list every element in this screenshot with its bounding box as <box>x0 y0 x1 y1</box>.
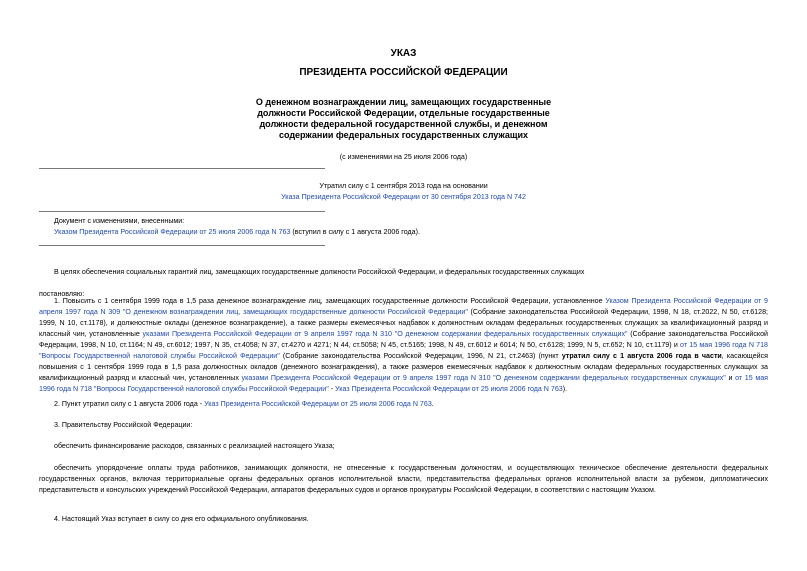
document-title-line-2: должности Российской Федерации, отдельные государственные <box>257 108 550 118</box>
repeal-note: Утратил силу с 1 сентября 2013 года на основании <box>319 182 488 190</box>
p1-link[interactable]: от 15 мая 1996 года N 718 "Вопросы Государственной налоговой службы Российской Федерации" <box>39 374 768 393</box>
document-title-line-4: содержании федеральных государственных служащих <box>278 130 529 140</box>
repeal-link[interactable]: Указа Президента Российской Федерации от 30 сентября 2013 года N 742 <box>281 193 526 201</box>
p1-text: (Собрание законодательства Российской Федерации, 1998, N 18, ст.2022, N 50, ст.6128; 1999, N 10, ст.1178), и должностные оклады (денежное вознаграждение), а также размеры ежемесячных надбавок к должностным окладам федеральных государственных служащих за квалификационный разряд и классный чин, установленные <box>39 308 768 338</box>
decree-issuer: ПРЕЗИДЕНТА РОССИЙСКОЙ ФЕДЕРАЦИИ <box>299 67 508 78</box>
paragraph-1 <box>39 296 768 395</box>
document-title-line-1: О денежном вознаграждении лиц, замещающих государственные <box>255 97 552 107</box>
p3-item2-text: обеспечить упорядочение оплаты труда работников, занимающих должности, не отнесенные к государственным должностям, и осуществляющих техническое обеспечение деятельности федеральных государственных органов, включая территориальные органы федеральных органов исполнительной власти, представительства федеральных органов исполнительной власти за рубежом, дипломатических представительств и консульских учреждений Российской Федерации, аппаратов федеральных судов и органов прокуратуры Российской Федерации, в соответствии с настоящим Указом. <box>39 464 768 494</box>
p1-text: , касающейся повышения с 1 сентября 1999 года в 1,5 раза должностных окладов (денежного вознаграждения), а также размеров ежемесячных надбавок к должностным окладам федеральных государственных служащих за квалификационный разряд и классный чин, установленных <box>39 352 768 382</box>
p1-link[interactable]: от 15 мая 1996 года N 718 "Вопросы Государственной налоговой службы Российской Федерации" <box>39 341 768 360</box>
p1-link[interactable]: Указ Президента Российской Федерации от 25 июля 2006 года N 763 <box>335 385 563 393</box>
divider <box>39 168 325 169</box>
p2-text: . <box>431 400 434 408</box>
p1-text: и <box>725 374 736 382</box>
amended-by-label: Документ с изменениями, внесенными: <box>54 217 185 225</box>
p1-text: 1. Повысить с 1 сентября 1999 года в 1,5 раза денежное вознаграждение лиц, замещающих государственные должности Российской Федерации, установленное <box>54 297 606 305</box>
paragraph-3: 3. Правительству Российской Федерации: <box>54 421 193 429</box>
amended-by-effective: (вступил в силу с 1 августа 2006 года). <box>290 228 420 236</box>
p1-link[interactable]: Указом Президента Российской Федерации от 9 апреля 1997 года N 309 "О денежном вознаграждении лиц, замещающих государственные должности Российской Федерации" <box>39 297 769 316</box>
document-title-line-3: должности федеральной государственной службы, и денежном <box>259 119 548 129</box>
amended-by-link[interactable]: Указом Президента Российской Федерации от 25 июля 2006 года N 763 <box>54 228 291 236</box>
p1-text: (Собрание законодательства Российской Федерации, 1996, N 21, ст.2463) (пункт <box>279 352 562 360</box>
paragraph-4: 4. Настоящий Указ вступает в силу со дня его официального опубликования. <box>54 515 309 523</box>
decree-heading: УКАЗ <box>390 48 417 59</box>
p2-text: 2. Пункт утратил силу с 1 августа 2006 года - <box>54 400 205 408</box>
divider <box>39 211 325 212</box>
paragraph-3-item-2 <box>39 463 768 496</box>
decree-word: постановляю: <box>39 290 85 298</box>
paragraph-3-item-1: обеспечить финансирование расходов, связанных с реализацией настоящего Указа; <box>54 442 335 450</box>
p1-link[interactable]: указами Президента Российской Федерации от 9 апреля 1997 года N 310 "О денежном содержании федеральных государственных служащих" <box>142 330 628 338</box>
preamble: В целях обеспечения социальных гарантий лиц, замещающих государственные должности Российской Федерации, и федеральных государственных служащих <box>54 268 585 276</box>
p1-bold: утратил силу с 1 августа 2006 года в части <box>561 352 722 360</box>
p1-text: - <box>328 385 336 393</box>
p2-link[interactable]: Указ Президента Российской Федерации от 25 июля 2006 года N 763 <box>204 400 432 408</box>
amendment-note: (с изменениями на 25 июля 2006 года) <box>339 153 468 161</box>
paragraph-2 <box>54 400 434 408</box>
p1-link[interactable]: указами Президента Российской Федерации от 9 апреля 1997 года N 310 "О денежном содержании федеральных государственных служащих" <box>241 374 726 382</box>
divider <box>39 245 325 246</box>
p1-text: (Собрание законодательства Российской Федерации, 1998, N 10, ст.1164; N 49, ст.6012; 1997, N 35, ст.4058; N 37, ст.4270 и 4271; N 44, ст.5058; N 45, ст.5165; 1998, N 49, ст.6012 и 6014; N 50, ст.6128; 1999, N 5, ст.652; N 10, ст.1179) и <box>39 330 769 349</box>
amended-by-line <box>54 228 420 236</box>
p1-text: ). <box>562 385 568 393</box>
